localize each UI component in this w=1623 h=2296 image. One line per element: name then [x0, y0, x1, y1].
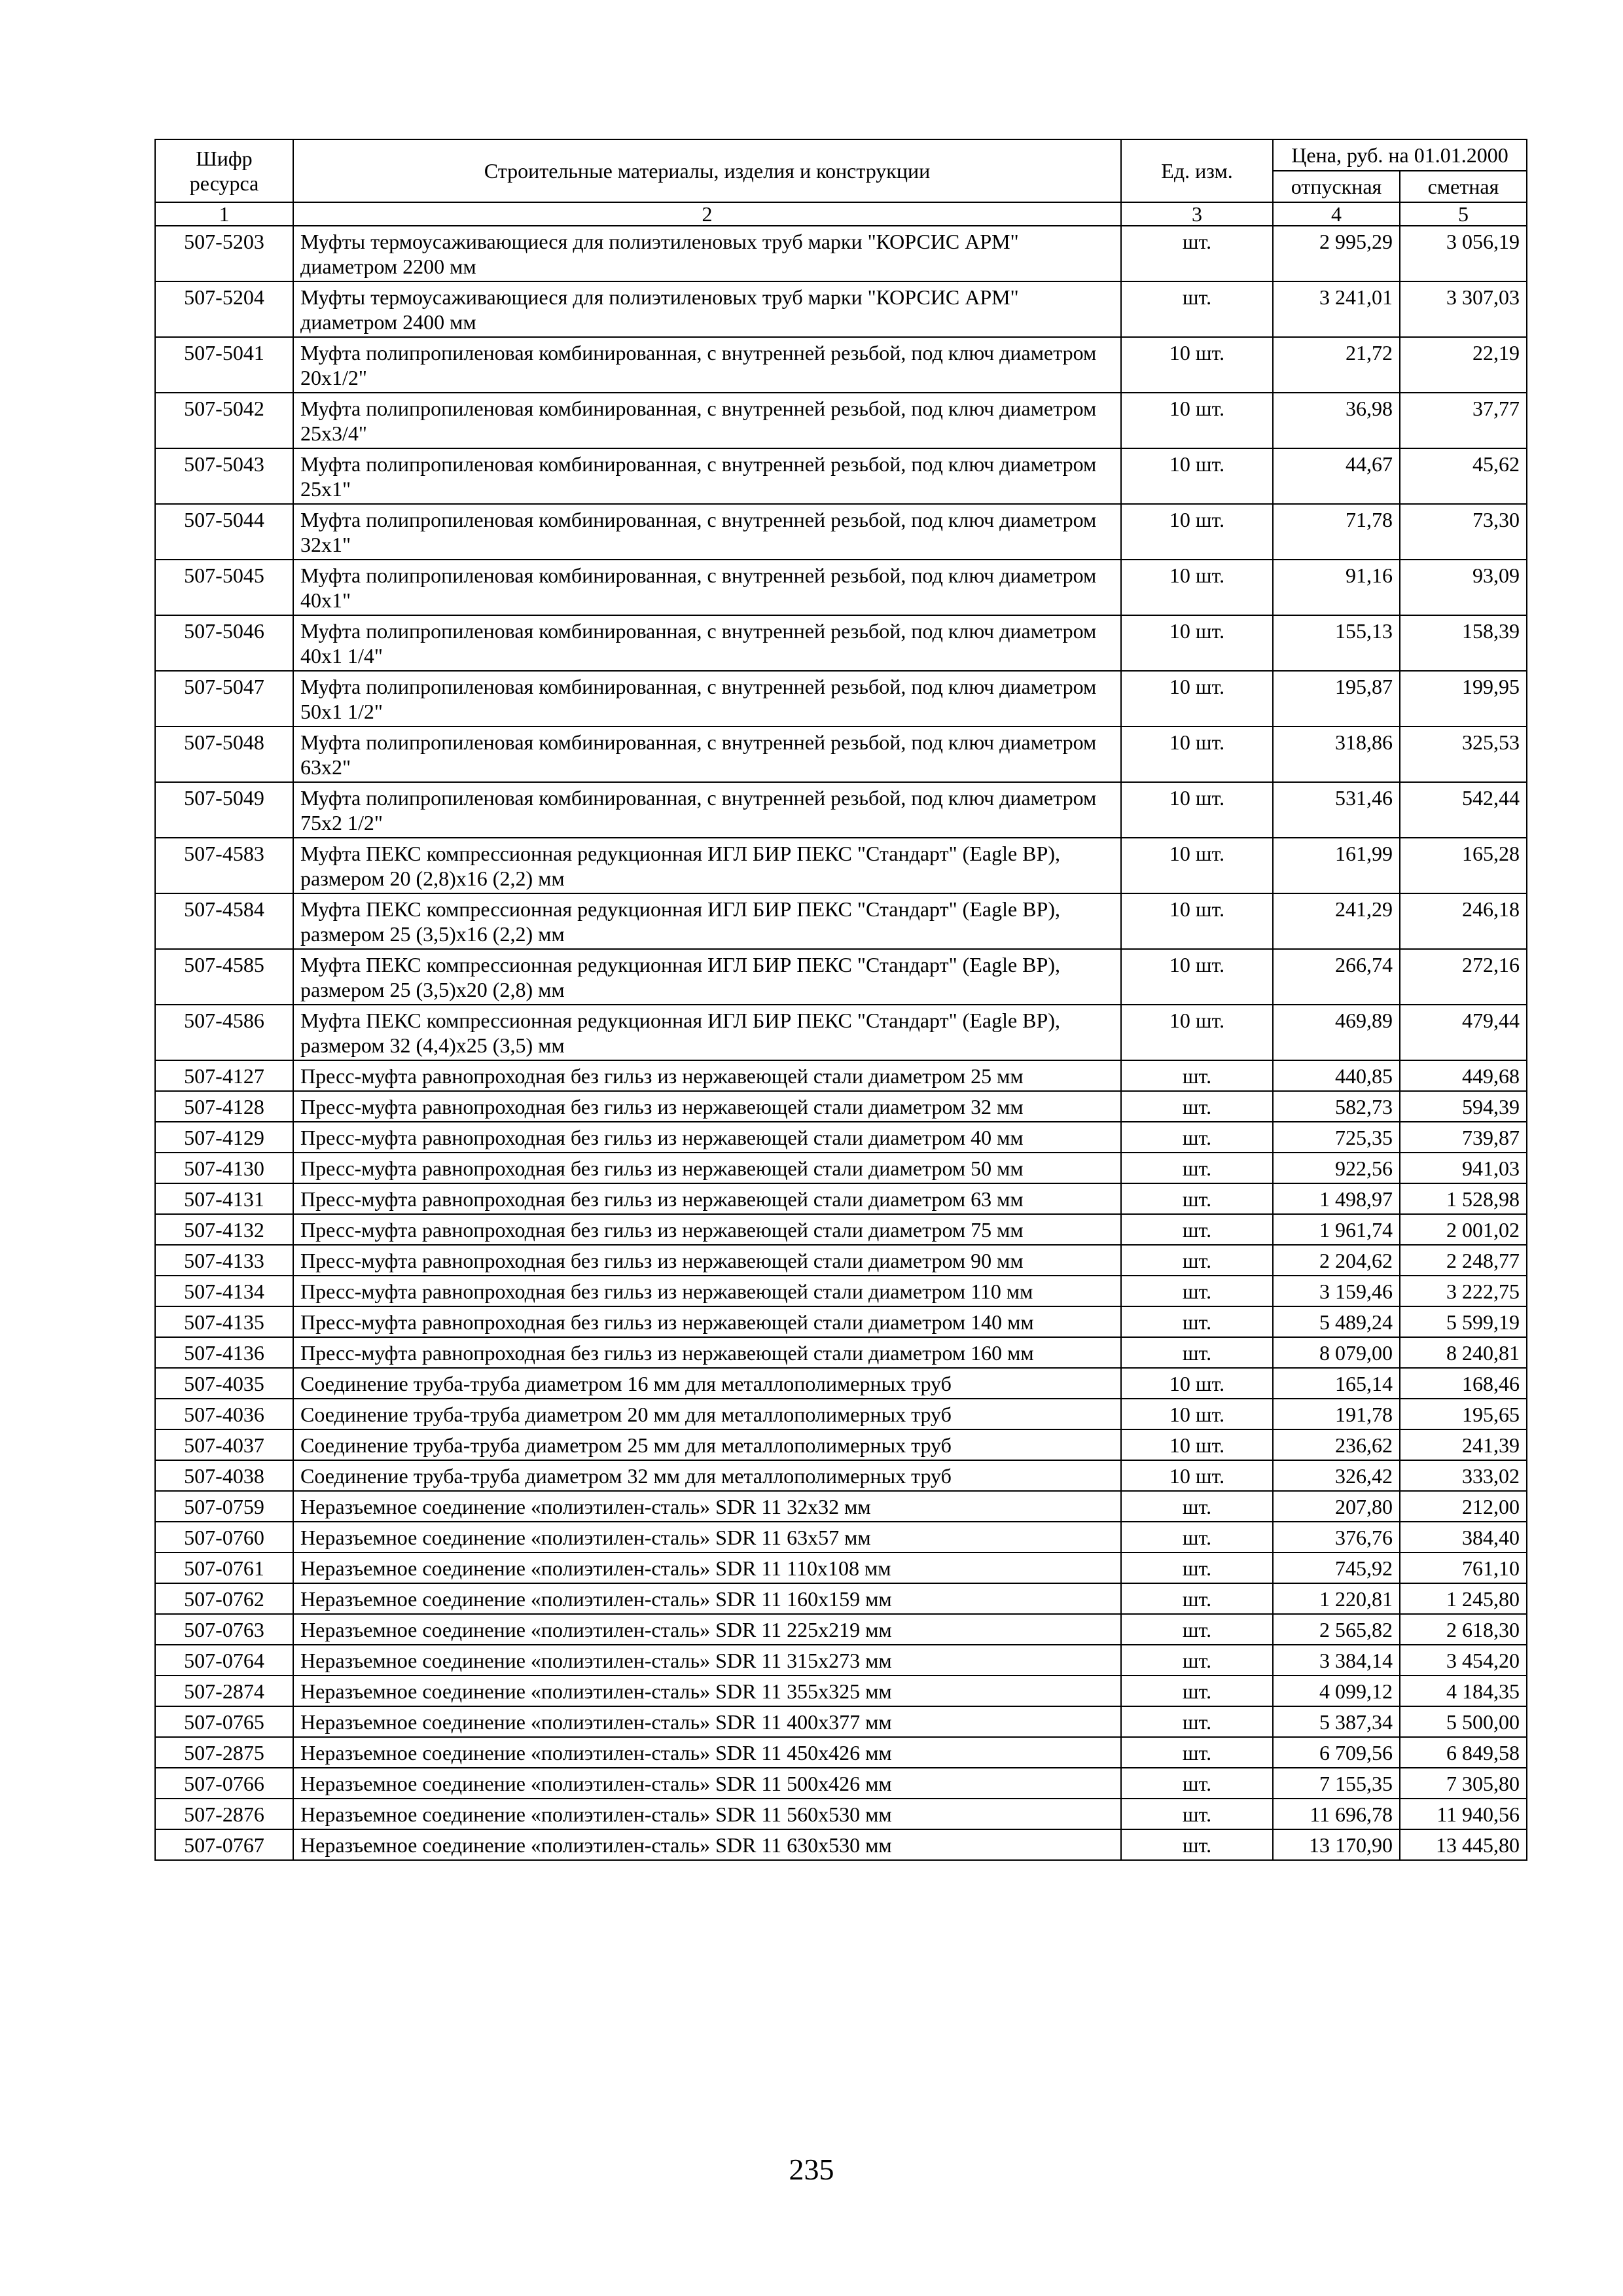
table-body	[155, 226, 1527, 1860]
header-name: Строительные материалы, изделия и конструкции	[293, 139, 1121, 202]
price-estimate: 11 940,56	[1400, 1799, 1527, 1829]
table-row	[155, 671, 1527, 726]
table-row	[155, 893, 1527, 949]
price-estimate: 37,77	[1400, 393, 1527, 448]
unit: 10 шт.	[1121, 782, 1273, 838]
price-release: 266,74	[1273, 949, 1400, 1005]
resource-code: 507-4135	[155, 1306, 293, 1337]
price-release: 8 079,00	[1273, 1337, 1400, 1368]
unit: шт.	[1121, 1153, 1273, 1183]
price-release: 71,78	[1273, 504, 1400, 560]
resource-code: 507-4128	[155, 1091, 293, 1122]
table-row	[155, 337, 1527, 393]
price-release: 2 565,82	[1273, 1614, 1400, 1645]
resource-code: 507-4129	[155, 1122, 293, 1153]
unit: 10 шт.	[1121, 671, 1273, 726]
unit: шт.	[1121, 1768, 1273, 1799]
header-price-group: Цена, руб. на 01.01.2000	[1273, 139, 1527, 171]
resource-code: 507-0762	[155, 1583, 293, 1614]
table-row	[155, 838, 1527, 893]
resource-code: 507-0765	[155, 1706, 293, 1737]
table-row	[155, 1460, 1527, 1491]
resource-code: 507-0760	[155, 1522, 293, 1552]
price-release: 5 387,34	[1273, 1706, 1400, 1737]
price-estimate: 7 305,80	[1400, 1768, 1527, 1799]
price-release: 1 220,81	[1273, 1583, 1400, 1614]
price-estimate: 45,62	[1400, 448, 1527, 504]
resource-code: 507-2874	[155, 1676, 293, 1706]
price-release: 236,62	[1273, 1429, 1400, 1460]
unit: шт.	[1121, 281, 1273, 337]
material-name: Соединение труба-труба диаметром 32 мм для металлополимерных труб	[293, 1460, 1121, 1491]
unit: шт.	[1121, 1706, 1273, 1737]
price-estimate: 2 248,77	[1400, 1245, 1527, 1276]
unit: шт.	[1121, 1060, 1273, 1091]
table-row	[155, 782, 1527, 838]
table-row	[155, 1368, 1527, 1399]
table-row	[155, 448, 1527, 504]
price-estimate: 3 307,03	[1400, 281, 1527, 337]
price-release: 3 384,14	[1273, 1645, 1400, 1676]
price-estimate: 246,18	[1400, 893, 1527, 949]
table-row	[155, 1005, 1527, 1060]
header-code: Шифр ресурса	[155, 139, 293, 202]
price-release: 440,85	[1273, 1060, 1400, 1091]
material-name: Пресс-муфта равнопроходная без гильз из нержавеющей стали диаметром 140 мм	[293, 1306, 1121, 1337]
price-estimate: 22,19	[1400, 337, 1527, 393]
unit: 10 шт.	[1121, 838, 1273, 893]
price-release: 191,78	[1273, 1399, 1400, 1429]
unit: 10 шт.	[1121, 893, 1273, 949]
material-name: Соединение труба-труба диаметром 25 мм для металлополимерных труб	[293, 1429, 1121, 1460]
material-name: Муфта ПЕКС компрессионная редукционная ИГЛ БИР ПЕКС "Стандарт" (Eagle BP), размером 32 (4,4)х25 (3,5) мм	[293, 1005, 1121, 1060]
material-name: Неразъемное соединение «полиэтилен-сталь» SDR 11 225х219 мм	[293, 1614, 1121, 1645]
price-estimate: 272,16	[1400, 949, 1527, 1005]
table-row	[155, 504, 1527, 560]
resource-code: 507-4127	[155, 1060, 293, 1091]
resource-code: 507-4136	[155, 1337, 293, 1368]
price-sheet	[154, 139, 1526, 1861]
material-name: Неразъемное соединение «полиэтилен-сталь» SDR 11 110х108 мм	[293, 1552, 1121, 1583]
price-estimate: 4 184,35	[1400, 1676, 1527, 1706]
unit: шт.	[1121, 1552, 1273, 1583]
resource-code: 507-4035	[155, 1368, 293, 1399]
resource-code: 507-2876	[155, 1799, 293, 1829]
header-row	[155, 139, 1527, 171]
resource-code: 507-4134	[155, 1276, 293, 1306]
material-name: Неразъемное соединение «полиэтилен-сталь» SDR 11 630х530 мм	[293, 1829, 1121, 1860]
table-row	[155, 1122, 1527, 1153]
resource-code: 507-5049	[155, 782, 293, 838]
price-estimate: 73,30	[1400, 504, 1527, 560]
table-row	[155, 1737, 1527, 1768]
resource-code: 507-0767	[155, 1829, 293, 1860]
price-release: 91,16	[1273, 560, 1400, 615]
price-release: 207,80	[1273, 1491, 1400, 1522]
unit: 10 шт.	[1121, 726, 1273, 782]
price-release: 3 159,46	[1273, 1276, 1400, 1306]
unit: 10 шт.	[1121, 1005, 1273, 1060]
material-name: Муфта полипропиленовая комбинированная, с внутренней резьбой, под ключ диаметром 50х1 1/2"	[293, 671, 1121, 726]
unit: 10 шт.	[1121, 615, 1273, 671]
price-release: 725,35	[1273, 1122, 1400, 1153]
material-name: Муфта полипропиленовая комбинированная, с внутренней резьбой, под ключ диаметром 20х1/2"	[293, 337, 1121, 393]
material-name: Муфта полипропиленовая комбинированная, с внутренней резьбой, под ключ диаметром 25х1"	[293, 448, 1121, 504]
resource-code: 507-4133	[155, 1245, 293, 1276]
price-estimate: 739,87	[1400, 1122, 1527, 1153]
price-release: 582,73	[1273, 1091, 1400, 1122]
unit: шт.	[1121, 1737, 1273, 1768]
price-release: 165,14	[1273, 1368, 1400, 1399]
resource-code: 507-0761	[155, 1552, 293, 1583]
material-name: Муфты термоусаживающиеся для полиэтиленовых труб марки "КОРСИС АРМ" диаметром 2200 мм	[293, 226, 1121, 281]
price-estimate: 325,53	[1400, 726, 1527, 782]
resource-code: 507-0763	[155, 1614, 293, 1645]
material-name: Муфта ПЕКС компрессионная редукционная ИГЛ БИР ПЕКС "Стандарт" (Eagle BP), размером 20 (2,8)х16 (2,2) мм	[293, 838, 1121, 893]
material-name: Муфты термоусаживающиеся для полиэтиленовых труб марки "КОРСИС АРМ" диаметром 2400 мм	[293, 281, 1121, 337]
unit: 10 шт.	[1121, 1368, 1273, 1399]
resource-code: 507-4585	[155, 949, 293, 1005]
header-unit: Ед. изм.	[1121, 139, 1273, 202]
table-row	[155, 1306, 1527, 1337]
page-number: 235	[789, 2153, 834, 2186]
resource-code: 507-5048	[155, 726, 293, 782]
price-release: 531,46	[1273, 782, 1400, 838]
unit: шт.	[1121, 1122, 1273, 1153]
price-release: 7 155,35	[1273, 1768, 1400, 1799]
price-estimate: 241,39	[1400, 1429, 1527, 1460]
unit: 10 шт.	[1121, 560, 1273, 615]
resource-code: 507-4036	[155, 1399, 293, 1429]
material-name: Неразъемное соединение «полиэтилен-сталь» SDR 11 400х377 мм	[293, 1706, 1121, 1737]
unit: 10 шт.	[1121, 1460, 1273, 1491]
resource-code: 507-5047	[155, 671, 293, 726]
material-name: Пресс-муфта равнопроходная без гильз из нержавеющей стали диаметром 63 мм	[293, 1183, 1121, 1214]
unit: 10 шт.	[1121, 448, 1273, 504]
unit: 10 шт.	[1121, 949, 1273, 1005]
price-estimate: 542,44	[1400, 782, 1527, 838]
table-row	[155, 281, 1527, 337]
price-estimate: 5 599,19	[1400, 1306, 1527, 1337]
table-row	[155, 1214, 1527, 1245]
material-name: Неразъемное соединение «полиэтилен-сталь» SDR 11 63х57 мм	[293, 1522, 1121, 1552]
material-name: Соединение труба-труба диаметром 16 мм для металлополимерных труб	[293, 1368, 1121, 1399]
unit: 10 шт.	[1121, 1399, 1273, 1429]
unit: шт.	[1121, 1583, 1273, 1614]
unit: шт.	[1121, 1522, 1273, 1552]
price-release: 745,92	[1273, 1552, 1400, 1583]
material-name: Пресс-муфта равнопроходная без гильз из нержавеющей стали диаметром 25 мм	[293, 1060, 1121, 1091]
unit: шт.	[1121, 1645, 1273, 1676]
price-estimate: 165,28	[1400, 838, 1527, 893]
table-row	[155, 1614, 1527, 1645]
table-row	[155, 1060, 1527, 1091]
resource-code: 507-4038	[155, 1460, 293, 1491]
table-row	[155, 1676, 1527, 1706]
table-row	[155, 1768, 1527, 1799]
unit: шт.	[1121, 226, 1273, 281]
resource-code: 507-5045	[155, 560, 293, 615]
price-release: 36,98	[1273, 393, 1400, 448]
material-name: Муфта полипропиленовая комбинированная, с внутренней резьбой, под ключ диаметром 63х2"	[293, 726, 1121, 782]
unit: шт.	[1121, 1306, 1273, 1337]
unit: шт.	[1121, 1245, 1273, 1276]
price-release: 2 204,62	[1273, 1245, 1400, 1276]
table-row	[155, 1829, 1527, 1860]
resource-code: 507-4130	[155, 1153, 293, 1183]
table-row	[155, 1799, 1527, 1829]
price-release: 155,13	[1273, 615, 1400, 671]
material-name: Муфта полипропиленовая комбинированная, с внутренней резьбой, под ключ диаметром 32х1"	[293, 504, 1121, 560]
unit: шт.	[1121, 1091, 1273, 1122]
table-row	[155, 393, 1527, 448]
column-number: 3	[1121, 202, 1273, 226]
column-number: 1	[155, 202, 293, 226]
table-row	[155, 1522, 1527, 1552]
table-row	[155, 560, 1527, 615]
material-name: Пресс-муфта равнопроходная без гильз из нержавеющей стали диаметром 90 мм	[293, 1245, 1121, 1276]
price-release: 13 170,90	[1273, 1829, 1400, 1860]
table-row	[155, 1337, 1527, 1368]
material-name: Пресс-муфта равнопроходная без гильз из нержавеющей стали диаметром 160 мм	[293, 1337, 1121, 1368]
resource-code: 507-0759	[155, 1491, 293, 1522]
resource-code: 507-5046	[155, 615, 293, 671]
resource-code: 507-0766	[155, 1768, 293, 1799]
price-release: 2 995,29	[1273, 226, 1400, 281]
table-row	[155, 1583, 1527, 1614]
price-release: 44,67	[1273, 448, 1400, 504]
header-price-release: отпускная	[1273, 171, 1400, 202]
table-row	[155, 1276, 1527, 1306]
table-row	[155, 1399, 1527, 1429]
price-estimate: 479,44	[1400, 1005, 1527, 1060]
resource-code: 507-4583	[155, 838, 293, 893]
unit: шт.	[1121, 1799, 1273, 1829]
table-row	[155, 1153, 1527, 1183]
material-name: Неразъемное соединение «полиэтилен-сталь» SDR 11 450х426 мм	[293, 1737, 1121, 1768]
resource-code: 507-0764	[155, 1645, 293, 1676]
material-name: Пресс-муфта равнопроходная без гильз из нержавеющей стали диаметром 110 мм	[293, 1276, 1121, 1306]
resource-code: 507-4037	[155, 1429, 293, 1460]
table-row	[155, 1552, 1527, 1583]
unit: шт.	[1121, 1676, 1273, 1706]
price-release: 326,42	[1273, 1460, 1400, 1491]
price-estimate: 594,39	[1400, 1091, 1527, 1122]
resource-code: 507-5204	[155, 281, 293, 337]
unit: шт.	[1121, 1183, 1273, 1214]
price-estimate: 333,02	[1400, 1460, 1527, 1491]
resource-code: 507-5041	[155, 337, 293, 393]
table-row	[155, 615, 1527, 671]
resource-code: 507-5043	[155, 448, 293, 504]
table-row	[155, 1429, 1527, 1460]
table-row	[155, 226, 1527, 281]
column-number-row	[155, 202, 1527, 226]
price-estimate: 941,03	[1400, 1153, 1527, 1183]
table-row	[155, 1245, 1527, 1276]
price-release: 318,86	[1273, 726, 1400, 782]
price-table	[154, 139, 1527, 1861]
price-estimate: 8 240,81	[1400, 1337, 1527, 1368]
table-row	[155, 1183, 1527, 1214]
material-name: Неразъемное соединение «полиэтилен-сталь» SDR 11 160х159 мм	[293, 1583, 1121, 1614]
unit: шт.	[1121, 1491, 1273, 1522]
price-estimate: 6 849,58	[1400, 1737, 1527, 1768]
price-release: 1 961,74	[1273, 1214, 1400, 1245]
price-release: 11 696,78	[1273, 1799, 1400, 1829]
unit: шт.	[1121, 1829, 1273, 1860]
price-estimate: 449,68	[1400, 1060, 1527, 1091]
unit: 10 шт.	[1121, 337, 1273, 393]
price-release: 469,89	[1273, 1005, 1400, 1060]
table-row	[155, 1091, 1527, 1122]
price-estimate: 3 454,20	[1400, 1645, 1527, 1676]
material-name: Пресс-муфта равнопроходная без гильз из нержавеющей стали диаметром 40 мм	[293, 1122, 1121, 1153]
unit: 10 шт.	[1121, 1429, 1273, 1460]
price-release: 3 241,01	[1273, 281, 1400, 337]
material-name: Муфта ПЕКС компрессионная редукционная ИГЛ БИР ПЕКС "Стандарт" (Eagle BP), размером 25 (3,5)х20 (2,8) мм	[293, 949, 1121, 1005]
material-name: Муфта полипропиленовая комбинированная, с внутренней резьбой, под ключ диаметром 40х1 1/4"	[293, 615, 1121, 671]
material-name: Муфта ПЕКС компрессионная редукционная ИГЛ БИР ПЕКС "Стандарт" (Eagle BP), размером 25 (3,5)х16 (2,2) мм	[293, 893, 1121, 949]
price-estimate: 2 001,02	[1400, 1214, 1527, 1245]
material-name: Неразъемное соединение «полиэтилен-сталь» SDR 11 355х325 мм	[293, 1676, 1121, 1706]
resource-code: 507-4131	[155, 1183, 293, 1214]
material-name: Муфта полипропиленовая комбинированная, с внутренней резьбой, под ключ диаметром 75х2 1/2"	[293, 782, 1121, 838]
column-number: 4	[1273, 202, 1400, 226]
unit: шт.	[1121, 1214, 1273, 1245]
price-release: 241,29	[1273, 893, 1400, 949]
resource-code: 507-5203	[155, 226, 293, 281]
material-name: Соединение труба-труба диаметром 20 мм для металлополимерных труб	[293, 1399, 1121, 1429]
price-estimate: 5 500,00	[1400, 1706, 1527, 1737]
material-name: Неразъемное соединение «полиэтилен-сталь» SDR 11 500х426 мм	[293, 1768, 1121, 1799]
resource-code: 507-5042	[155, 393, 293, 448]
price-release: 195,87	[1273, 671, 1400, 726]
material-name: Пресс-муфта равнопроходная без гильз из нержавеющей стали диаметром 50 мм	[293, 1153, 1121, 1183]
material-name: Пресс-муфта равнопроходная без гильз из нержавеющей стали диаметром 75 мм	[293, 1214, 1121, 1245]
price-estimate: 158,39	[1400, 615, 1527, 671]
price-estimate: 168,46	[1400, 1368, 1527, 1399]
price-release: 6 709,56	[1273, 1737, 1400, 1768]
price-estimate: 199,95	[1400, 671, 1527, 726]
column-number: 2	[293, 202, 1121, 226]
table-row	[155, 1645, 1527, 1676]
price-release: 922,56	[1273, 1153, 1400, 1183]
material-name: Неразъемное соединение «полиэтилен-сталь» SDR 11 560х530 мм	[293, 1799, 1121, 1829]
resource-code: 507-4132	[155, 1214, 293, 1245]
price-estimate: 1 528,98	[1400, 1183, 1527, 1214]
price-release: 1 498,97	[1273, 1183, 1400, 1214]
column-number: 5	[1400, 202, 1527, 226]
price-estimate: 3 222,75	[1400, 1276, 1527, 1306]
price-estimate: 3 056,19	[1400, 226, 1527, 281]
price-estimate: 761,10	[1400, 1552, 1527, 1583]
material-name: Неразъемное соединение «полиэтилен-сталь» SDR 11 315х273 мм	[293, 1645, 1121, 1676]
price-estimate: 384,40	[1400, 1522, 1527, 1552]
price-release: 5 489,24	[1273, 1306, 1400, 1337]
resource-code: 507-2875	[155, 1737, 293, 1768]
price-estimate: 93,09	[1400, 560, 1527, 615]
price-estimate: 1 245,80	[1400, 1583, 1527, 1614]
price-estimate: 212,00	[1400, 1491, 1527, 1522]
unit: шт.	[1121, 1614, 1273, 1645]
material-name: Неразъемное соединение «полиэтилен-сталь» SDR 11 32х32 мм	[293, 1491, 1121, 1522]
resource-code: 507-5044	[155, 504, 293, 560]
price-release: 4 099,12	[1273, 1676, 1400, 1706]
price-release: 376,76	[1273, 1522, 1400, 1552]
header-price-estimate: сметная	[1400, 171, 1527, 202]
price-release: 161,99	[1273, 838, 1400, 893]
table-row	[155, 1491, 1527, 1522]
unit: 10 шт.	[1121, 393, 1273, 448]
price-estimate: 2 618,30	[1400, 1614, 1527, 1645]
unit: 10 шт.	[1121, 504, 1273, 560]
unit: шт.	[1121, 1276, 1273, 1306]
material-name: Пресс-муфта равнопроходная без гильз из нержавеющей стали диаметром 32 мм	[293, 1091, 1121, 1122]
resource-code: 507-4586	[155, 1005, 293, 1060]
price-estimate: 13 445,80	[1400, 1829, 1527, 1860]
table-row	[155, 726, 1527, 782]
unit: шт.	[1121, 1337, 1273, 1368]
material-name: Муфта полипропиленовая комбинированная, с внутренней резьбой, под ключ диаметром 40х1"	[293, 560, 1121, 615]
price-estimate: 195,65	[1400, 1399, 1527, 1429]
material-name: Муфта полипропиленовая комбинированная, с внутренней резьбой, под ключ диаметром 25х3/4"	[293, 393, 1121, 448]
price-release: 21,72	[1273, 337, 1400, 393]
table-row	[155, 1706, 1527, 1737]
resource-code: 507-4584	[155, 893, 293, 949]
table-row	[155, 949, 1527, 1005]
